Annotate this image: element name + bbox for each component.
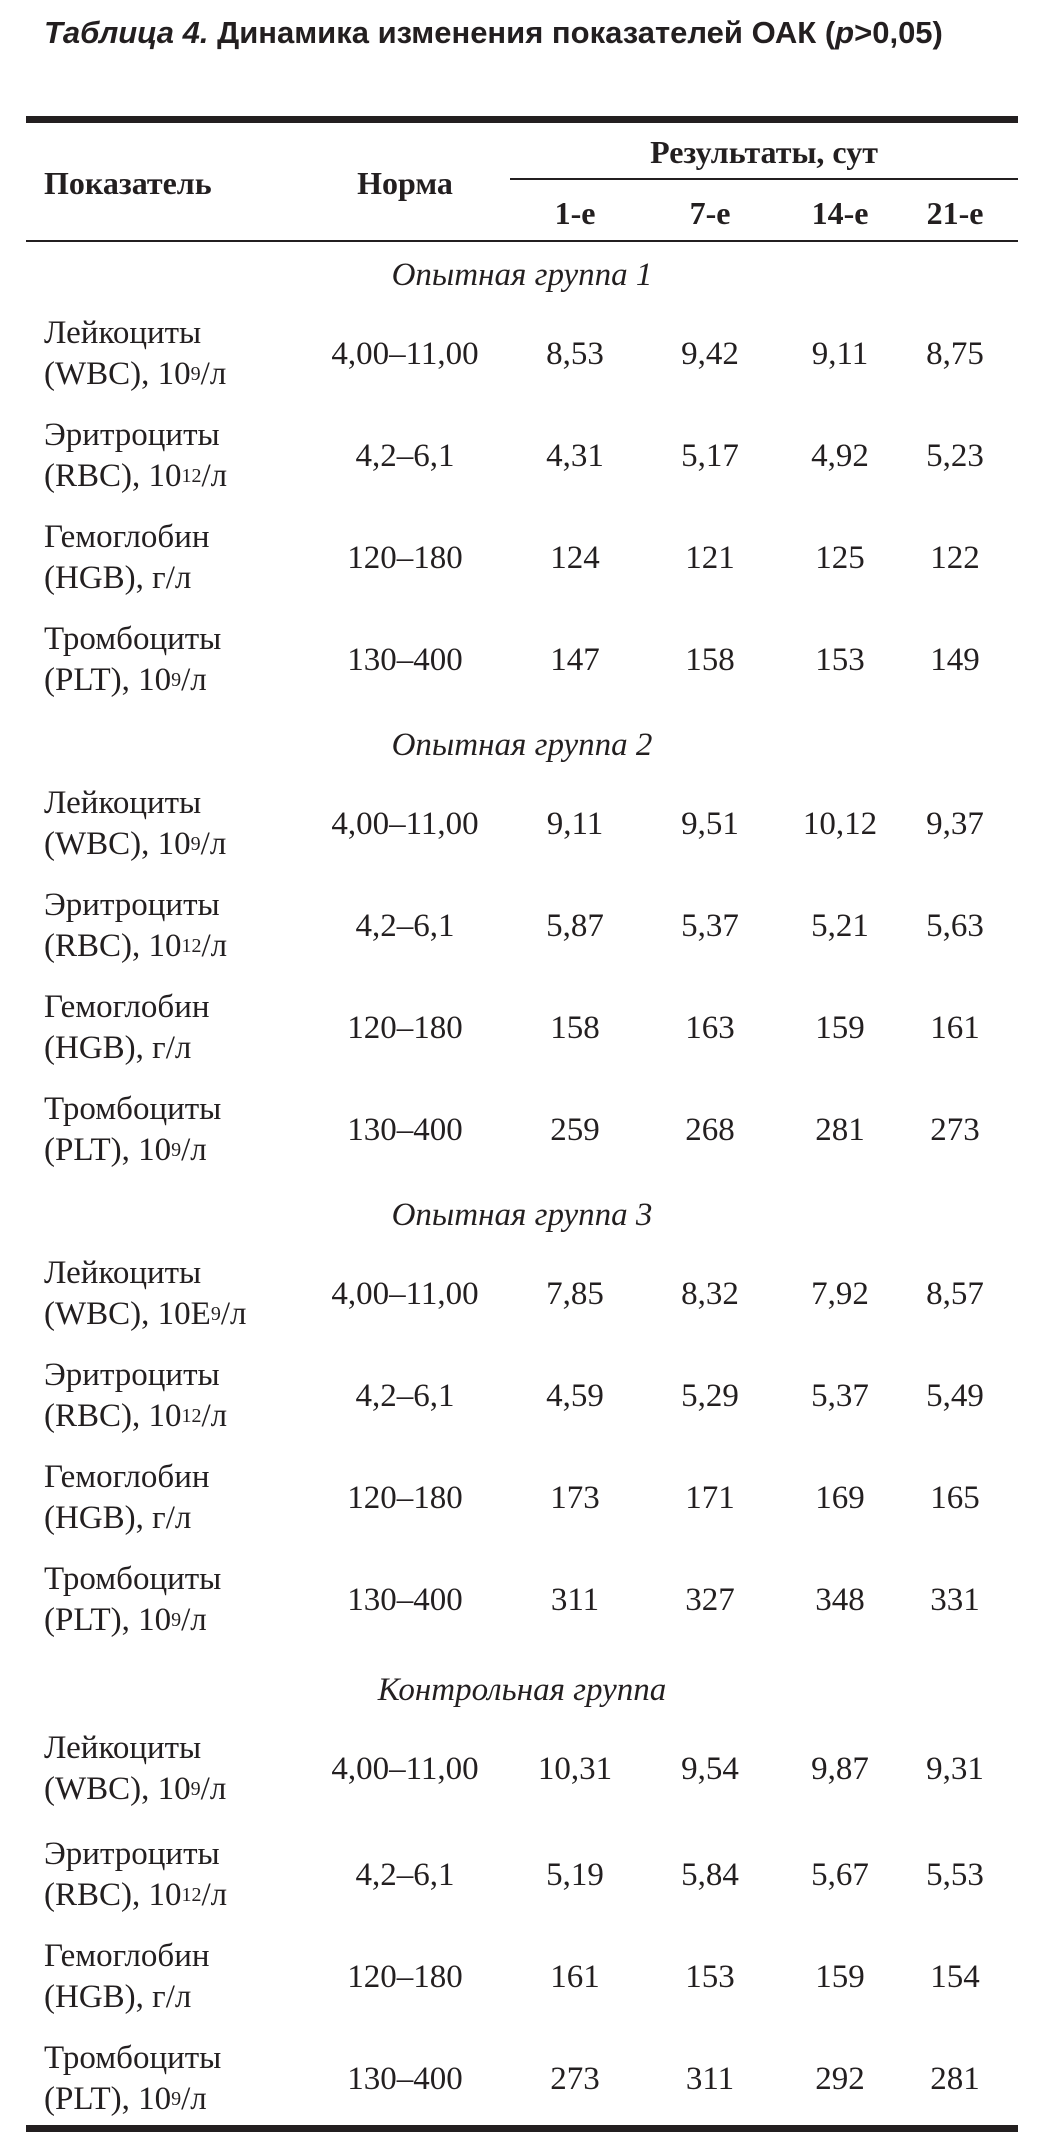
value-cell-day-7: 5,29 bbox=[681, 1377, 739, 1414]
indicator-unit bbox=[44, 660, 221, 701]
indicator-name bbox=[44, 517, 210, 599]
indicator-unit-text: (WBC), 10E bbox=[44, 1296, 211, 1332]
indicator-name bbox=[44, 1253, 246, 1335]
value-cell-day-1: 9,11 bbox=[546, 805, 604, 842]
indicator-name-line: Тромбоциты bbox=[44, 1091, 222, 1127]
norm-cell: 4,2–6,1 bbox=[355, 907, 455, 944]
value-cell-day-14: 5,67 bbox=[811, 1856, 869, 1893]
indicator-name-line: Лейкоциты bbox=[44, 1255, 202, 1291]
indicator-unit-text: (RBC), 10 bbox=[44, 1398, 182, 1434]
value-cell-day-14: 10,12 bbox=[802, 805, 878, 842]
indicator-name-line: Эритроциты bbox=[44, 1357, 220, 1393]
indicator-cell bbox=[44, 405, 324, 507]
indicator-name-line: Гемоглобин bbox=[44, 1938, 210, 1974]
value-cell-day-7: 9,42 bbox=[681, 335, 739, 372]
table-row bbox=[0, 1718, 1045, 1820]
indicator-cell bbox=[44, 1926, 324, 2028]
group-heading: Опытная группа 1 bbox=[391, 257, 653, 293]
indicator-unit-suffix: /л bbox=[201, 1398, 228, 1434]
value-cell-day-7: 9,54 bbox=[681, 1750, 739, 1787]
value-cell-day-7: 121 bbox=[685, 539, 735, 576]
indicator-unit-text: (HGB), г/л bbox=[44, 1979, 192, 2015]
header-results: Результаты, сут bbox=[650, 134, 878, 170]
indicator-unit bbox=[44, 1130, 221, 1171]
indicator-cell bbox=[44, 1824, 324, 1926]
norm-cell: 130–400 bbox=[347, 1581, 463, 1618]
value-cell-day-21: 165 bbox=[930, 1479, 980, 1516]
indicator-unit-text: (PLT), 10 bbox=[44, 2081, 172, 2117]
indicator-unit-text: (PLT), 10 bbox=[44, 662, 172, 698]
indicator-cell bbox=[44, 1243, 324, 1345]
norm-cell: 120–180 bbox=[347, 1958, 463, 1995]
indicator-name bbox=[44, 313, 226, 395]
indicator-unit-suffix: /л bbox=[201, 458, 228, 494]
indicator-unit-exponent: 9 bbox=[210, 1303, 221, 1325]
indicator-cell bbox=[44, 773, 324, 875]
value-cell-day-21: 273 bbox=[930, 1111, 980, 1148]
norm-cell: 4,2–6,1 bbox=[355, 1856, 455, 1893]
table-row bbox=[0, 507, 1045, 609]
value-cell-day-7: 8,32 bbox=[681, 1275, 739, 1312]
indicator-unit-exponent: 9 bbox=[190, 833, 201, 855]
indicator-unit bbox=[44, 1977, 210, 2018]
table-row bbox=[0, 2028, 1045, 2130]
table-title bbox=[44, 10, 1024, 56]
table-row bbox=[0, 1926, 1045, 2028]
indicator-name-line: Гемоглобин bbox=[44, 1459, 210, 1495]
indicator-name-line: Эритроциты bbox=[44, 417, 220, 453]
value-cell-day-1: 4,59 bbox=[546, 1377, 604, 1414]
group-heading: Контрольная группа bbox=[377, 1672, 667, 1708]
indicator-name-line: Лейкоциты bbox=[44, 785, 202, 821]
indicator-name bbox=[44, 1559, 221, 1641]
value-cell-day-14: 169 bbox=[815, 1479, 865, 1516]
indicator-unit-exponent: 12 bbox=[181, 1884, 202, 1906]
value-cell-day-1: 147 bbox=[550, 641, 600, 678]
header-day-21: 21-е bbox=[926, 195, 984, 231]
value-cell-day-1: 8,53 bbox=[546, 335, 604, 372]
indicator-unit-text: (RBC), 10 bbox=[44, 458, 182, 494]
indicator-unit-text: (WBC), 10 bbox=[44, 356, 191, 392]
value-cell-day-14: 4,92 bbox=[811, 437, 869, 474]
indicator-unit-suffix: /л bbox=[220, 1296, 247, 1332]
table-row bbox=[0, 1079, 1045, 1181]
table-row bbox=[0, 1345, 1045, 1447]
indicator-unit-text: (PLT), 10 bbox=[44, 1602, 172, 1638]
value-cell-day-1: 124 bbox=[550, 539, 600, 576]
group-heading: Опытная группа 2 bbox=[391, 727, 653, 763]
indicator-name-line: Лейкоциты bbox=[44, 315, 202, 351]
value-cell-day-7: 163 bbox=[685, 1009, 735, 1046]
indicator-unit bbox=[44, 558, 210, 599]
value-cell-day-14: 125 bbox=[815, 539, 865, 576]
value-cell-day-7: 268 bbox=[685, 1111, 735, 1148]
indicator-unit bbox=[44, 926, 227, 967]
indicator-unit-text: (HGB), г/л bbox=[44, 1500, 192, 1536]
indicator-unit bbox=[44, 1769, 226, 1810]
indicator-unit-text: (RBC), 10 bbox=[44, 1877, 182, 1913]
value-cell-day-21: 122 bbox=[930, 539, 980, 576]
value-cell-day-21: 161 bbox=[930, 1009, 980, 1046]
indicator-name bbox=[44, 1355, 227, 1437]
value-cell-day-1: 161 bbox=[550, 1958, 600, 1995]
indicator-unit-exponent: 9 bbox=[171, 669, 182, 691]
indicator-unit-exponent: 12 bbox=[181, 465, 202, 487]
indicator-unit-text: (WBC), 10 bbox=[44, 1771, 191, 1807]
header-day-1: 1-е bbox=[554, 195, 596, 231]
indicator-unit-suffix: /л bbox=[181, 662, 207, 698]
value-cell-day-14: 153 bbox=[815, 641, 865, 678]
value-cell-day-1: 4,31 bbox=[546, 437, 604, 474]
indicator-unit-exponent: 12 bbox=[181, 935, 202, 957]
indicator-unit-exponent: 12 bbox=[181, 1405, 202, 1427]
table-row bbox=[0, 1243, 1045, 1345]
indicator-cell bbox=[44, 977, 324, 1079]
indicator-cell bbox=[44, 1718, 324, 1820]
header-day-14: 14-е bbox=[811, 195, 869, 231]
indicator-name-line: Гемоглобин bbox=[44, 989, 210, 1025]
indicator-unit bbox=[44, 824, 226, 865]
indicator-unit bbox=[44, 1600, 221, 1641]
indicator-name bbox=[44, 1834, 227, 1916]
value-cell-day-21: 5,63 bbox=[926, 907, 984, 944]
value-cell-day-21: 154 bbox=[930, 1958, 980, 1995]
indicator-name-line: Тромбоциты bbox=[44, 621, 222, 657]
table-row bbox=[0, 773, 1045, 875]
indicator-name bbox=[44, 1728, 226, 1810]
indicator-cell bbox=[44, 1549, 324, 1651]
value-cell-day-14: 281 bbox=[815, 1111, 865, 1148]
indicator-unit-text: (PLT), 10 bbox=[44, 1132, 172, 1168]
value-cell-day-1: 173 bbox=[550, 1479, 600, 1516]
norm-cell: 4,00–11,00 bbox=[331, 1275, 479, 1312]
table-top-rule bbox=[26, 116, 1018, 123]
indicator-name-line: Эритроциты bbox=[44, 887, 220, 923]
header-bottom-rule bbox=[26, 240, 1018, 242]
indicator-name bbox=[44, 1089, 221, 1171]
indicator-unit-suffix: /л bbox=[181, 1132, 207, 1168]
table-row bbox=[0, 1549, 1045, 1651]
value-cell-day-7: 5,37 bbox=[681, 907, 739, 944]
value-cell-day-21: 9,37 bbox=[926, 805, 984, 842]
value-cell-day-21: 281 bbox=[930, 2060, 980, 2097]
indicator-unit-text: (WBC), 10 bbox=[44, 826, 191, 862]
value-cell-day-1: 259 bbox=[550, 1111, 600, 1148]
value-cell-day-14: 159 bbox=[815, 1958, 865, 1995]
indicator-cell bbox=[44, 875, 324, 977]
value-cell-day-1: 10,31 bbox=[537, 1750, 613, 1787]
indicator-unit bbox=[44, 456, 227, 497]
table-title-label: Таблица 4. bbox=[44, 15, 209, 50]
value-cell-day-21: 149 bbox=[930, 641, 980, 678]
value-cell-day-7: 158 bbox=[685, 641, 735, 678]
norm-cell: 4,2–6,1 bbox=[355, 1377, 455, 1414]
indicator-cell bbox=[44, 303, 324, 405]
indicator-unit bbox=[44, 1028, 210, 1069]
norm-cell: 4,00–11,00 bbox=[331, 335, 479, 372]
value-cell-day-7: 5,84 bbox=[681, 1856, 739, 1893]
indicator-unit bbox=[44, 1875, 227, 1916]
indicator-unit-exponent: 9 bbox=[190, 1778, 201, 1800]
table-title-p: p bbox=[835, 15, 855, 50]
indicator-unit bbox=[44, 354, 226, 395]
indicator-unit-exponent: 9 bbox=[190, 363, 201, 385]
indicator-name bbox=[44, 783, 226, 865]
indicator-unit-suffix: /л bbox=[201, 928, 228, 964]
value-cell-day-7: 171 bbox=[685, 1479, 735, 1516]
indicator-cell bbox=[44, 1447, 324, 1549]
value-cell-day-14: 9,87 bbox=[811, 1750, 869, 1787]
group-heading: Опытная группа 3 bbox=[391, 1197, 653, 1233]
indicator-cell bbox=[44, 609, 324, 711]
indicator-name bbox=[44, 885, 227, 967]
value-cell-day-7: 327 bbox=[685, 1581, 735, 1618]
indicator-unit-text: (HGB), г/л bbox=[44, 560, 192, 596]
indicator-unit bbox=[44, 1396, 227, 1437]
table-row bbox=[0, 609, 1045, 711]
table-row bbox=[0, 875, 1045, 977]
indicator-cell bbox=[44, 507, 324, 609]
indicator-unit bbox=[44, 1498, 210, 1539]
table-title-condition: >0,05) bbox=[854, 15, 943, 50]
norm-cell: 130–400 bbox=[347, 1111, 463, 1148]
norm-cell: 120–180 bbox=[347, 539, 463, 576]
norm-cell: 4,00–11,00 bbox=[331, 1750, 479, 1787]
value-cell-day-1: 311 bbox=[550, 1581, 600, 1618]
value-cell-day-21: 8,57 bbox=[926, 1275, 984, 1312]
value-cell-day-21: 8,75 bbox=[926, 335, 984, 372]
header-indicator: Показатель bbox=[44, 165, 212, 201]
indicator-name bbox=[44, 2038, 221, 2120]
value-cell-day-21: 5,53 bbox=[926, 1856, 984, 1893]
norm-cell: 120–180 bbox=[347, 1479, 463, 1516]
value-cell-day-14: 7,92 bbox=[811, 1275, 869, 1312]
value-cell-day-1: 273 bbox=[550, 2060, 600, 2097]
value-cell-day-7: 9,51 bbox=[681, 805, 739, 842]
indicator-unit-suffix: /л bbox=[201, 1877, 228, 1913]
table-row bbox=[0, 405, 1045, 507]
indicator-name bbox=[44, 1936, 210, 2018]
table-title-text: Динамика изменения показателей ОАК ( bbox=[217, 15, 836, 50]
value-cell-day-1: 5,87 bbox=[546, 907, 604, 944]
indicator-unit-text: (HGB), г/л bbox=[44, 1030, 192, 1066]
value-cell-day-14: 5,21 bbox=[811, 907, 869, 944]
value-cell-day-14: 5,37 bbox=[811, 1377, 869, 1414]
indicator-name bbox=[44, 415, 227, 497]
indicator-name bbox=[44, 987, 210, 1069]
norm-cell: 4,00–11,00 bbox=[331, 805, 479, 842]
indicator-name bbox=[44, 1457, 210, 1539]
norm-cell: 130–400 bbox=[347, 2060, 463, 2097]
value-cell-day-7: 5,17 bbox=[681, 437, 739, 474]
norm-cell: 4,2–6,1 bbox=[355, 437, 455, 474]
indicator-cell bbox=[44, 1079, 324, 1181]
header-results-rule bbox=[510, 178, 1018, 180]
value-cell-day-1: 7,85 bbox=[546, 1275, 604, 1312]
value-cell-day-14: 348 bbox=[815, 1581, 865, 1618]
value-cell-day-21: 9,31 bbox=[926, 1750, 984, 1787]
header-norm: Норма bbox=[357, 165, 453, 201]
table-row bbox=[0, 303, 1045, 405]
value-cell-day-14: 9,11 bbox=[811, 335, 869, 372]
indicator-unit-exponent: 9 bbox=[171, 1609, 182, 1631]
indicator-name-line: Тромбоциты bbox=[44, 1561, 222, 1597]
indicator-cell bbox=[44, 2028, 324, 2130]
value-cell-day-1: 5,19 bbox=[546, 1856, 604, 1893]
table-bottom-rule bbox=[26, 2125, 1018, 2132]
indicator-name-line: Лейкоциты bbox=[44, 1730, 202, 1766]
indicator-name-line: Эритроциты bbox=[44, 1836, 220, 1872]
table-row bbox=[0, 1824, 1045, 1926]
value-cell-day-7: 153 bbox=[685, 1958, 735, 1995]
indicator-unit bbox=[44, 2079, 221, 2120]
value-cell-day-21: 331 bbox=[930, 1581, 980, 1618]
table-row bbox=[0, 1447, 1045, 1549]
value-cell-day-14: 292 bbox=[815, 2060, 865, 2097]
indicator-unit-suffix: /л bbox=[200, 1771, 227, 1807]
indicator-unit bbox=[44, 1294, 246, 1335]
indicator-name-line: Тромбоциты bbox=[44, 2040, 222, 2076]
indicator-unit-suffix: /л bbox=[181, 2081, 207, 2117]
table-row bbox=[0, 977, 1045, 1079]
value-cell-day-21: 5,49 bbox=[926, 1377, 984, 1414]
value-cell-day-1: 158 bbox=[550, 1009, 600, 1046]
indicator-cell bbox=[44, 1345, 324, 1447]
value-cell-day-14: 159 bbox=[815, 1009, 865, 1046]
indicator-name bbox=[44, 619, 221, 701]
value-cell-day-21: 5,23 bbox=[926, 437, 984, 474]
indicator-name-line: Гемоглобин bbox=[44, 519, 210, 555]
indicator-unit-exponent: 9 bbox=[171, 2088, 182, 2110]
indicator-unit-suffix: /л bbox=[200, 826, 227, 862]
header-day-7: 7-е bbox=[689, 195, 731, 231]
value-cell-day-7: 311 bbox=[685, 2060, 735, 2097]
indicator-unit-suffix: /л bbox=[181, 1602, 207, 1638]
norm-cell: 120–180 bbox=[347, 1009, 463, 1046]
indicator-unit-suffix: /л bbox=[200, 356, 227, 392]
norm-cell: 130–400 bbox=[347, 641, 463, 678]
indicator-unit-exponent: 9 bbox=[171, 1139, 182, 1161]
indicator-unit-text: (RBC), 10 bbox=[44, 928, 182, 964]
